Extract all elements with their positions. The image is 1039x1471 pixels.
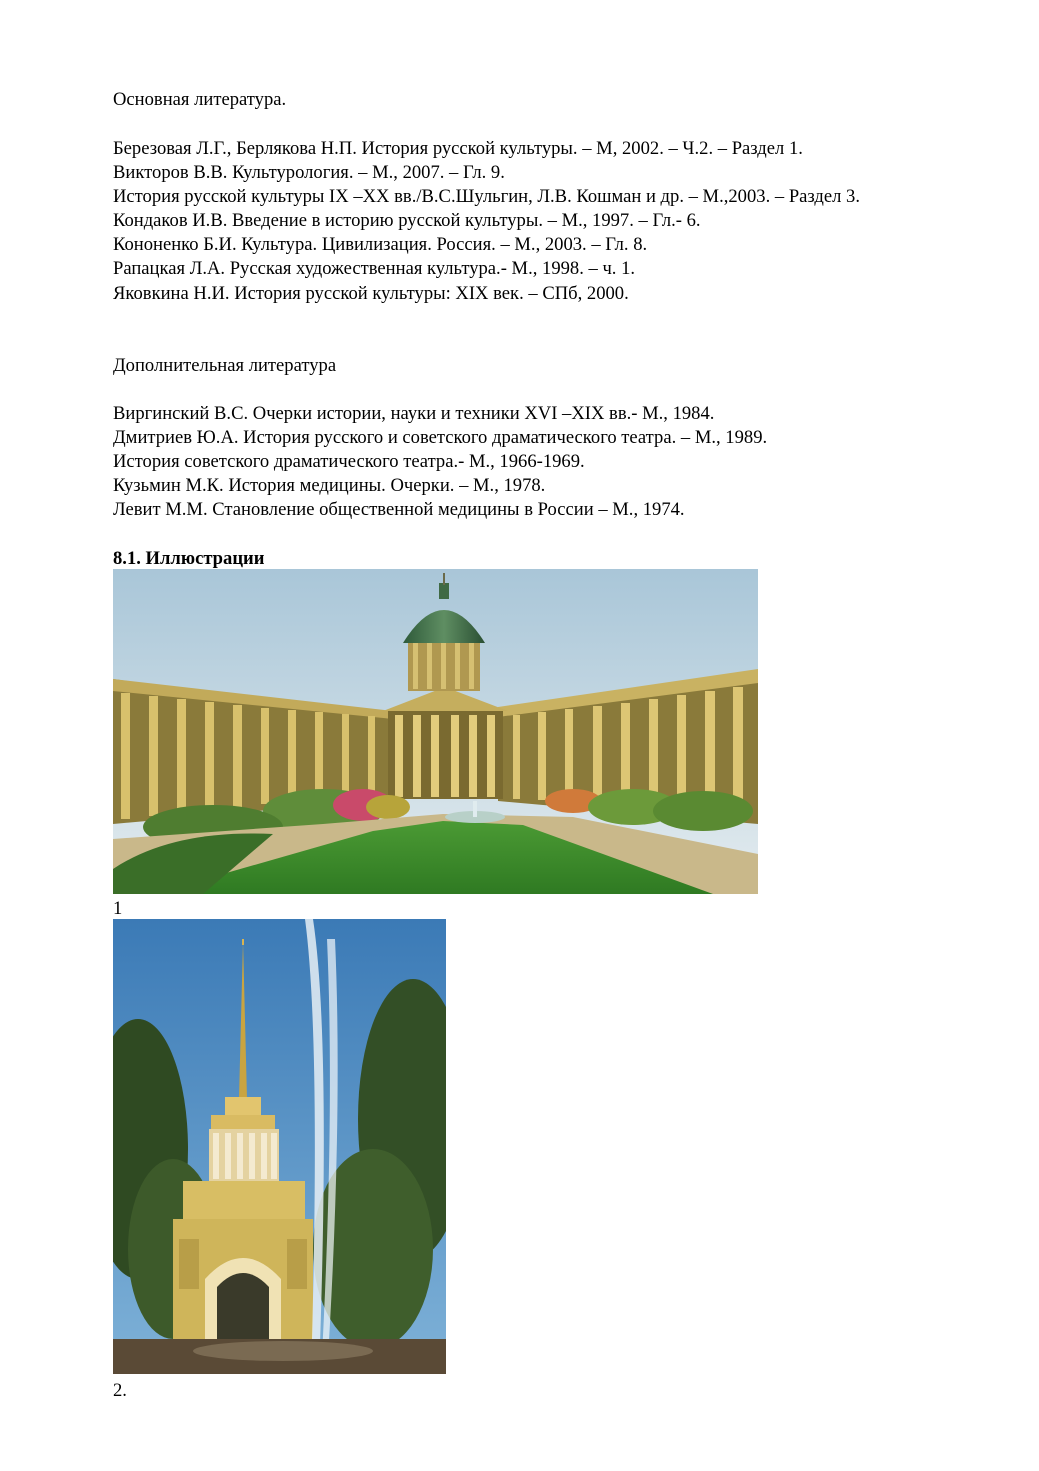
main-literature-heading: Основная литература. [113, 89, 287, 110]
extra-list-item: Дмитриев Ю.А. История русского и советского драматического театра. – М., 1989. [113, 427, 768, 448]
main-list-item: Березовая Л.Г., Берлякова Н.П. История русской культуры. – М, 2002. – Ч.2. – Раздел 1. [113, 138, 803, 159]
main-list-item: Яковкина Н.И. История русской культуры: XIX век. – СПб, 2000. [113, 283, 629, 304]
kazan-cathedral-photo [113, 569, 758, 894]
extra-list-item: Виргинский В.С. Очерки истории, науки и техники XVI –XIX вв.- М., 1984. [113, 403, 715, 424]
caption-1: 1 [113, 898, 123, 919]
extra-list-item: Левит М.М. Становление общественной медицины в России – М., 1974. [113, 499, 685, 520]
illustrations-heading: 8.1. Иллюстрации [113, 548, 265, 569]
main-list-item: Викторов В.В. Культурология. – М., 2007. – Гл. 9. [113, 162, 505, 183]
extra-list-item: История советского драматического театра.- М., 1966-1969. [113, 451, 585, 472]
main-list-item: История русской культуры IX –XX вв./В.С.Шульгин, Л.В. Кошман и др. – М.,2003. – Раздел 3. [113, 186, 861, 207]
main-list-item: Кононенко Б.И. Культура. Цивилизация. Россия. – М., 2003. – Гл. 8. [113, 234, 648, 255]
caption-2: 2. [113, 1380, 127, 1401]
main-list-item: Кондаков И.В. Введение в историю русской культуры. – М., 1997. – Гл.- 6. [113, 210, 701, 231]
admiralty-photo [113, 919, 446, 1374]
additional-literature-heading: Дополнительная литература [113, 355, 337, 376]
main-list-item: Рапацкая Л.А. Русская художественная культура.- М., 1998. – ч. 1. [113, 258, 636, 279]
extra-list-item: Кузьмин М.К. История медицины. Очерки. – М., 1978. [113, 475, 546, 496]
